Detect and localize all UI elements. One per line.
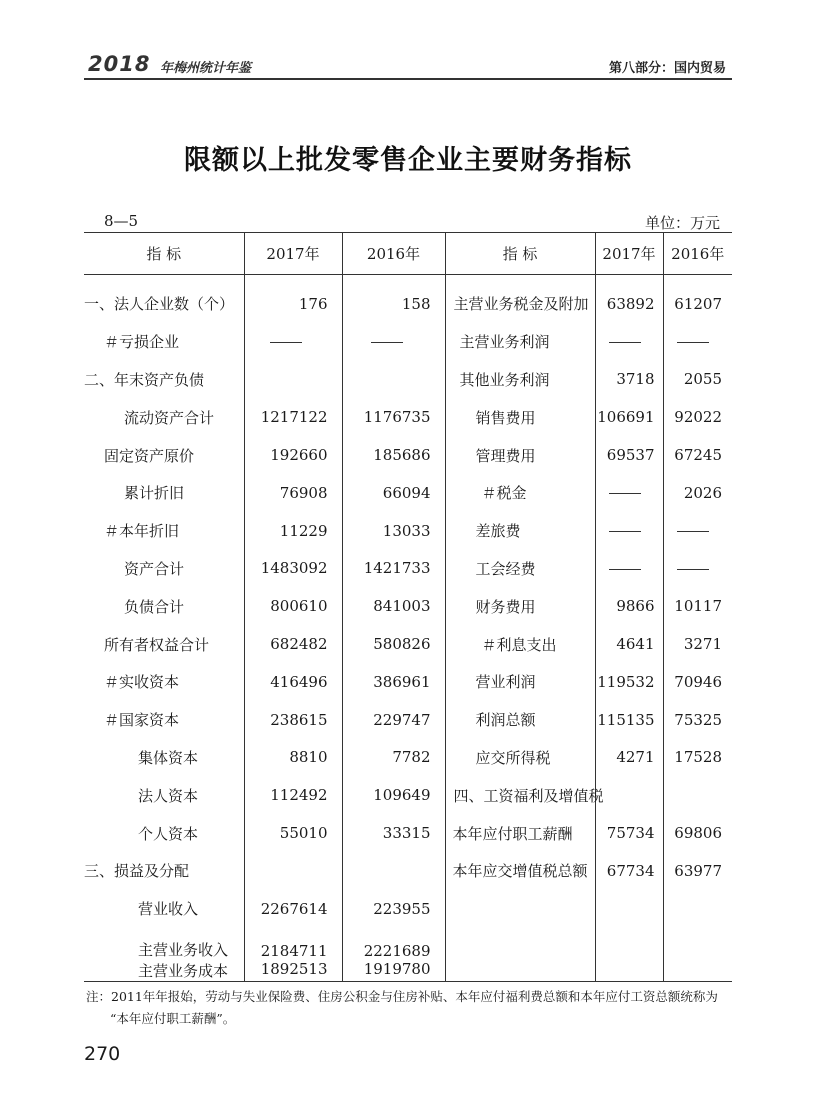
cell-value (342, 323, 445, 361)
cell-value: 158 (342, 285, 445, 323)
row-label: 四、工资福利及增值税 (445, 776, 595, 814)
cell-value: 63892 (595, 285, 663, 323)
cell-value (663, 323, 732, 361)
table-row (84, 285, 732, 323)
cell-value (663, 512, 732, 550)
table-row (84, 550, 732, 588)
cell-value: 176 (244, 285, 342, 323)
cell-value: 416496 (244, 663, 342, 701)
table-row (84, 960, 732, 982)
column-header: 2017年 (244, 233, 342, 275)
row-label: 管理费用 (445, 436, 595, 474)
cell-value: 2026 (663, 474, 732, 512)
row-label: 其他业务利润 (445, 361, 595, 399)
table-row (84, 663, 732, 701)
cell-value: 1919780 (342, 960, 445, 982)
row-label: ＃本年折旧 (104, 522, 180, 541)
cell-value: 229747 (342, 701, 445, 739)
row-label: 主营业务税金及附加 (445, 285, 595, 323)
cell-value: 2221689 (342, 928, 445, 960)
cell-value: 2184711 (244, 928, 342, 960)
cell-value (595, 474, 663, 512)
column-header: 2016年 (663, 233, 732, 275)
table-row (84, 361, 732, 399)
cell-value: 4641 (595, 625, 663, 663)
cell-value: 115135 (595, 701, 663, 739)
cell-value: 800610 (244, 587, 342, 625)
table-row (84, 739, 732, 777)
cell-value: 33315 (342, 814, 445, 852)
cell-value: 238615 (244, 701, 342, 739)
table-row (84, 587, 732, 625)
cell-value: 69537 (595, 436, 663, 474)
row-label: 流动资产合计 (124, 408, 215, 427)
row-label: 工会经费 (445, 550, 595, 588)
table-number: 8—5 (104, 212, 139, 230)
cell-value: 69806 (663, 814, 732, 852)
cell-value: 1892513 (244, 960, 342, 982)
empty-cell (595, 928, 663, 960)
cell-value: 1421733 (342, 550, 445, 588)
row-label: 集体资本 (138, 748, 199, 767)
cell-value: 386961 (342, 663, 445, 701)
table-row (84, 928, 732, 960)
row-label: 财务费用 (445, 587, 595, 625)
column-header: 指 标 (445, 233, 595, 275)
row-label: 利润总额 (445, 701, 595, 739)
cell-value: 4271 (595, 739, 663, 777)
table-row (84, 776, 732, 814)
cell-value: 3271 (663, 625, 732, 663)
row-label: 个人资本 (138, 824, 199, 843)
no-data-dash (609, 569, 641, 570)
empty-cell (595, 890, 663, 928)
cell-value: 1176735 (342, 398, 445, 436)
yearbook-name: 年梅州统计年鉴 (160, 61, 252, 76)
row-label: 主营业务成本 (84, 960, 244, 982)
cell-value: 1483092 (244, 550, 342, 588)
cell-value: 63977 (663, 852, 732, 890)
cell-value: 3718 (595, 361, 663, 399)
cell-value: 66094 (342, 474, 445, 512)
no-data-dash (609, 342, 641, 343)
cell-value (595, 776, 663, 814)
column-header: 指 标 (84, 233, 244, 275)
empty-cell (663, 890, 732, 928)
cell-value: 67734 (595, 852, 663, 890)
cell-value: 17528 (663, 739, 732, 777)
no-data-dash (677, 569, 709, 570)
cell-value (342, 361, 445, 399)
table-row (84, 436, 732, 474)
cell-value: 76908 (244, 474, 342, 512)
table-row (84, 625, 732, 663)
column-header: 2017年 (595, 233, 663, 275)
table-row (84, 701, 732, 739)
empty-cell (663, 960, 732, 982)
table-row (84, 323, 732, 361)
cell-value: 185686 (342, 436, 445, 474)
row-label: ＃利息支出 (445, 625, 595, 663)
row-label: 累计折旧 (124, 484, 185, 503)
header-rule (84, 78, 732, 80)
cell-value: 2267614 (244, 890, 342, 928)
cell-value: 109649 (342, 776, 445, 814)
table-row (84, 474, 732, 512)
row-label: 所有者权益合计 (104, 635, 210, 654)
row-label: 三、损益及分配 (84, 862, 190, 881)
row-label: 资产合计 (124, 559, 185, 578)
row-label: 销售费用 (445, 398, 595, 436)
empty-cell (663, 928, 732, 960)
row-label: ＃亏损企业 (104, 333, 180, 352)
cell-value: 2055 (663, 361, 732, 399)
row-label: 主营业务利润 (445, 323, 595, 361)
cell-value: 61207 (663, 285, 732, 323)
cell-value: 92022 (663, 398, 732, 436)
table-row (84, 852, 732, 890)
cell-value: 8810 (244, 739, 342, 777)
table-row (84, 398, 732, 436)
row-label: ＃税金 (445, 474, 595, 512)
table-row (84, 814, 732, 852)
row-label: 负债合计 (124, 597, 185, 616)
page-title: 限额以上批发零售企业主要财务指标 (184, 145, 632, 176)
row-label: 本年应付职工薪酬 (445, 814, 595, 852)
footnote-line: 注：2011年年报始，劳动与失业保险费、住房公积金与住房补贴、本年应付福利费总额和本年应付工资总额统称为 (86, 989, 718, 1004)
cell-value: 1217122 (244, 398, 342, 436)
cell-value: 75325 (663, 701, 732, 739)
cell-value: 841003 (342, 587, 445, 625)
cell-value: 11229 (244, 512, 342, 550)
row-label: 本年应交增值税总额 (445, 852, 595, 890)
cell-value: 106691 (595, 398, 663, 436)
table-row (84, 512, 732, 550)
cell-value: 10117 (663, 587, 732, 625)
cell-value: 7782 (342, 739, 445, 777)
cell-value: 223955 (342, 890, 445, 928)
yearbook-year: 2018 (88, 52, 151, 76)
cell-value: 75734 (595, 814, 663, 852)
unit-label: 单位：万元 (644, 214, 720, 232)
row-label: 营业利润 (445, 663, 595, 701)
empty-cell (445, 890, 595, 928)
cell-value (663, 776, 732, 814)
page-number: 270 (84, 1043, 121, 1065)
cell-value: 119532 (595, 663, 663, 701)
spacer-row (84, 275, 732, 286)
no-data-dash (609, 493, 641, 494)
row-label: 法人资本 (138, 786, 199, 805)
row-label: 一、法人企业数（个） (84, 295, 235, 314)
cell-value (595, 512, 663, 550)
row-label: ＃国家资本 (104, 711, 180, 730)
cell-value (595, 323, 663, 361)
table-row (84, 890, 732, 928)
no-data-dash (371, 342, 403, 343)
column-header: 2016年 (342, 233, 445, 275)
cell-value (244, 852, 342, 890)
cell-value: 682482 (244, 625, 342, 663)
footnote-line: “本年应付职工薪酬”。 (110, 1011, 236, 1026)
row-label: 二、年末资产负债 (84, 370, 205, 389)
cell-value (342, 852, 445, 890)
row-label: 主营业务收入 (138, 940, 229, 959)
table-header-row (84, 233, 732, 275)
row-label: ＃实收资本 (104, 673, 180, 692)
cell-value: 70946 (663, 663, 732, 701)
row-label: 固定资产原价 (104, 446, 195, 465)
row-label: 应交所得税 (445, 739, 595, 777)
cell-value: 112492 (244, 776, 342, 814)
no-data-dash (677, 342, 709, 343)
no-data-dash (270, 342, 302, 343)
empty-cell (445, 928, 595, 960)
financial-indicators-table (84, 232, 732, 982)
running-header (84, 52, 732, 78)
cell-value (595, 550, 663, 588)
cell-value: 55010 (244, 814, 342, 852)
cell-value: 192660 (244, 436, 342, 474)
row-label: 营业收入 (138, 900, 199, 919)
cell-value: 9866 (595, 587, 663, 625)
cell-value (663, 550, 732, 588)
empty-cell (595, 960, 663, 982)
no-data-dash (609, 531, 641, 532)
row-label: 差旅费 (445, 512, 595, 550)
cell-value: 580826 (342, 625, 445, 663)
footnote (86, 986, 736, 1030)
section-title: 第八部分：国内贸易 (608, 61, 726, 76)
cell-value (244, 323, 342, 361)
cell-value (244, 361, 342, 399)
empty-cell (445, 960, 595, 982)
cell-value: 13033 (342, 512, 445, 550)
cell-value: 67245 (663, 436, 732, 474)
no-data-dash (677, 531, 709, 532)
